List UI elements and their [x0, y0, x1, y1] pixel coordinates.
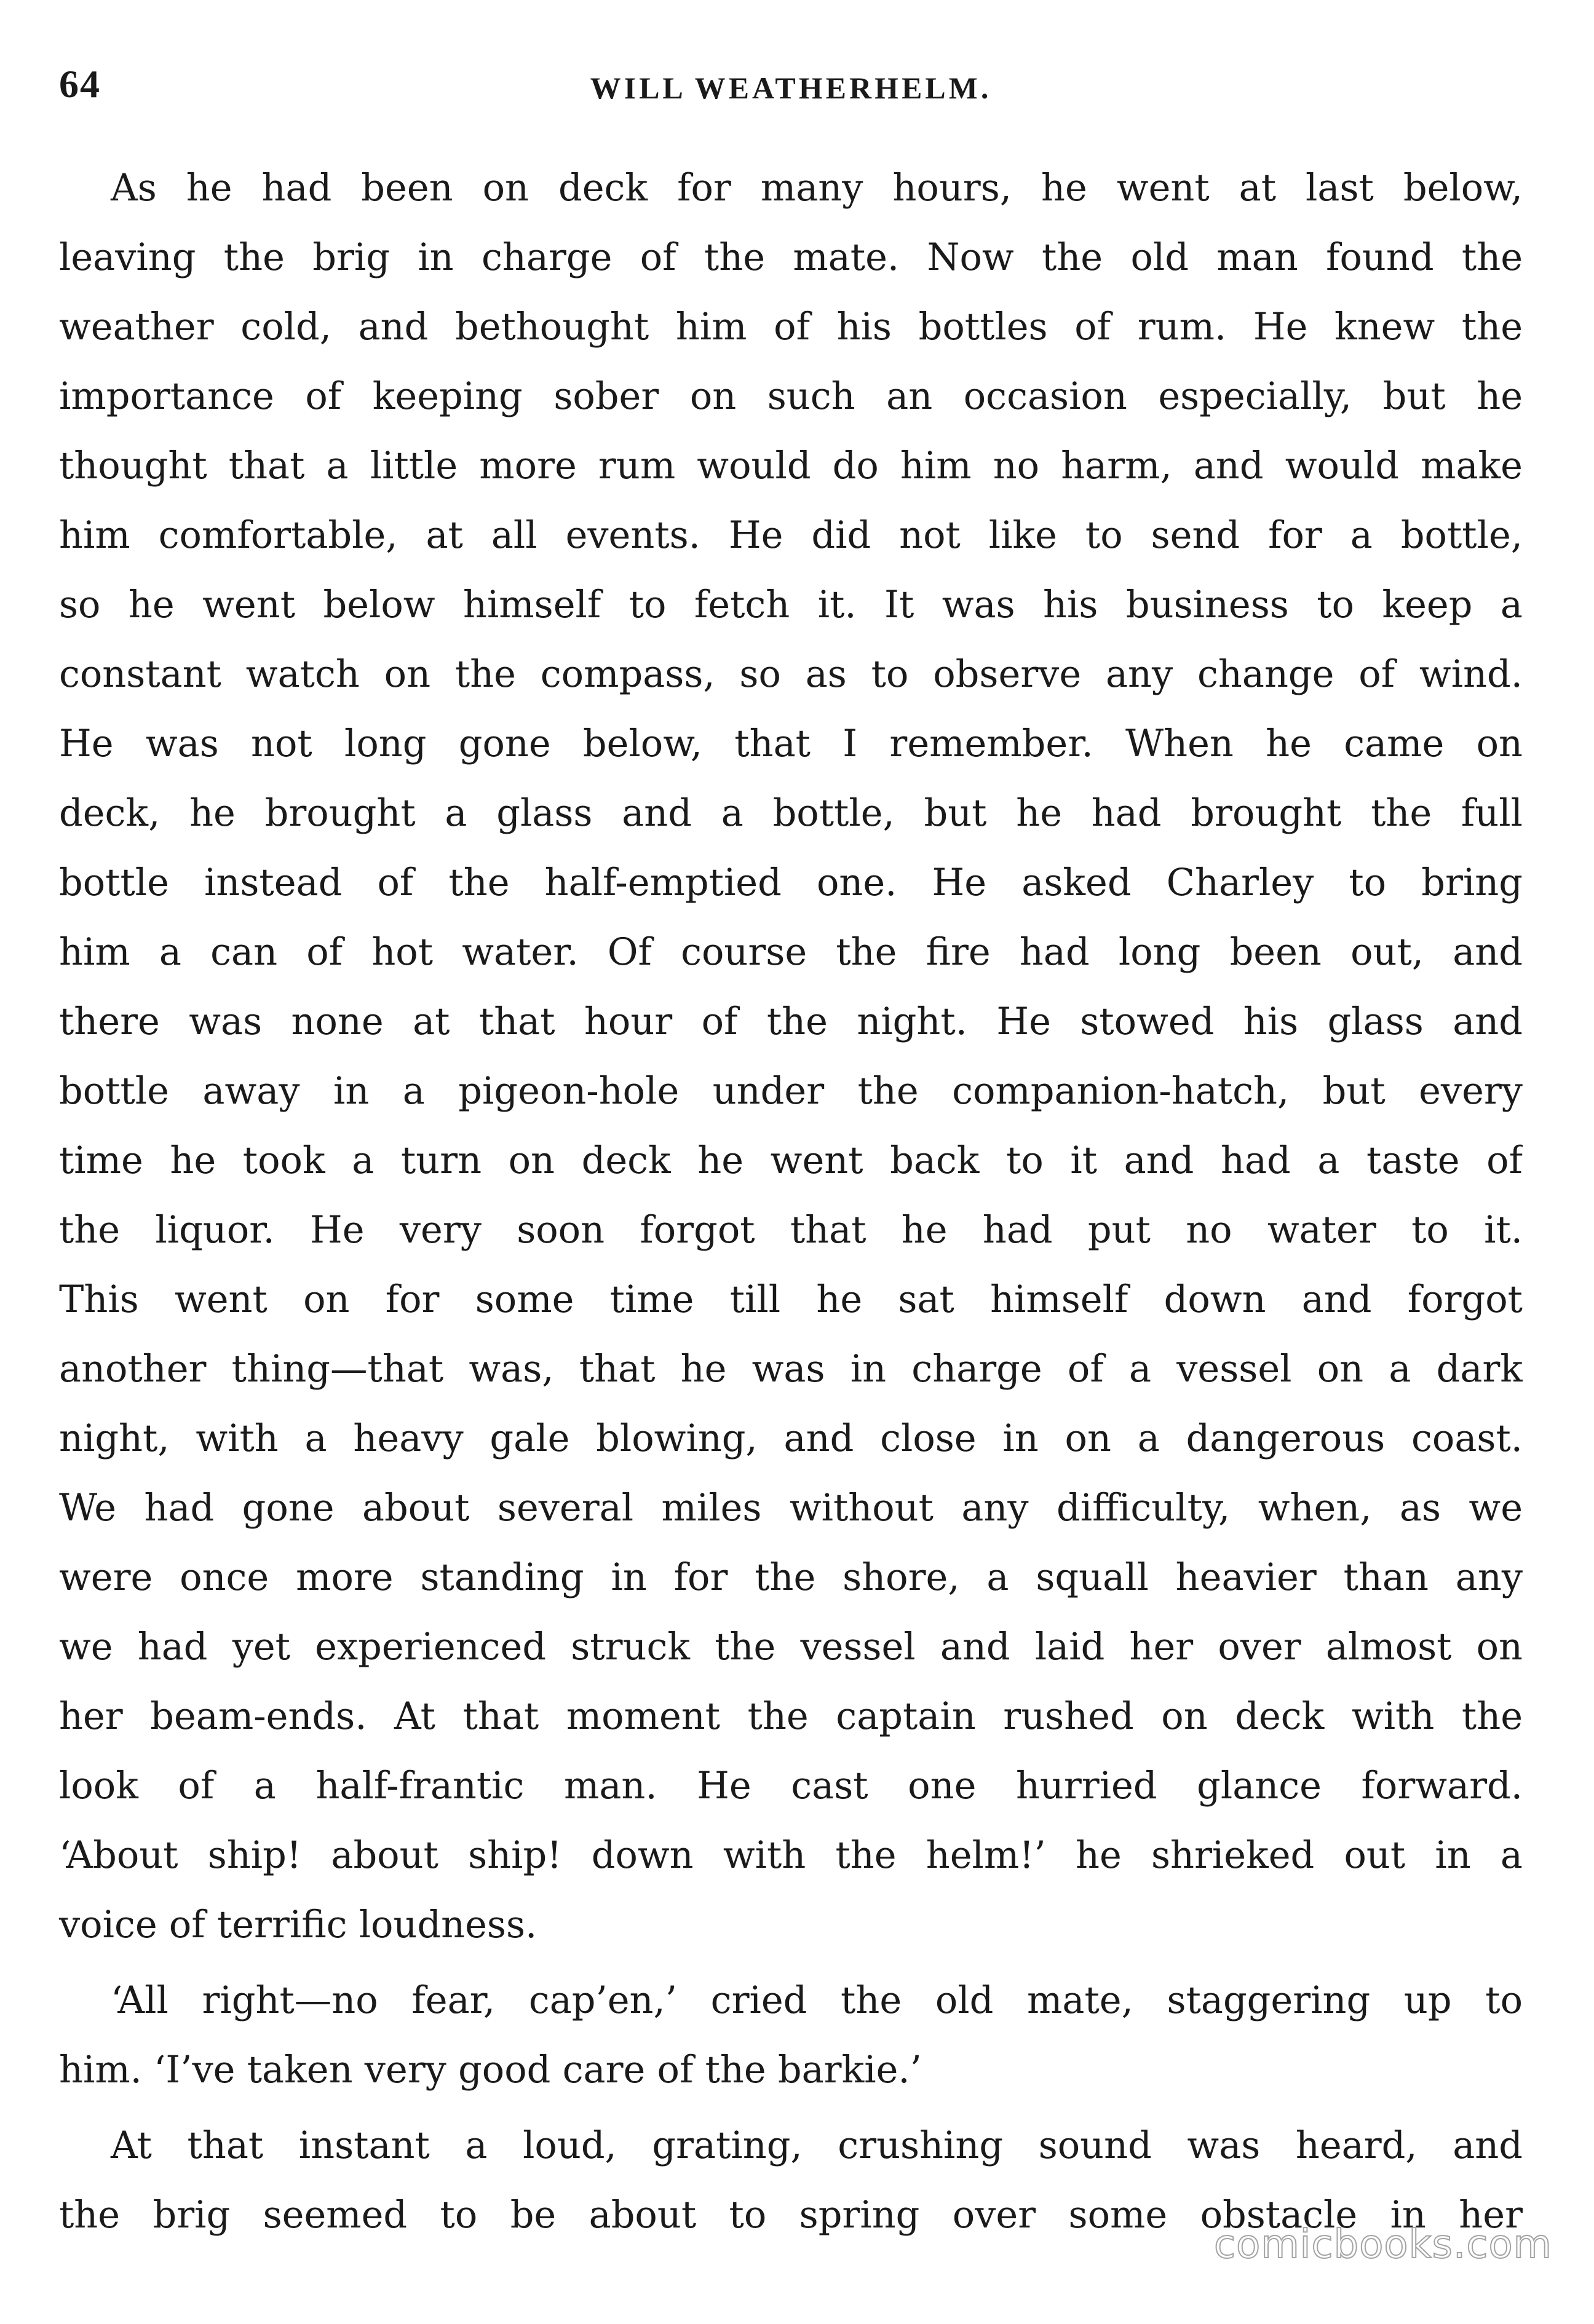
text-line: importance of keeping sober on such an occasion especially, but he: [59, 375, 1523, 418]
text-line: We had gone about several miles without any difficulty, when, as we: [59, 1487, 1523, 1530]
text-line: look of a half-frantic man. He cast one hurried glance forward.: [59, 1765, 1523, 1808]
text-line: the liquor. He very soon forgot that he had put no water to it.: [59, 1209, 1523, 1252]
text-line: weather cold, and bethought him of his bottles of rum. He knew the: [59, 306, 1523, 349]
text-line: her beam-ends. At that moment the captain rushed on deck with the: [59, 1695, 1523, 1738]
text-line: there was none at that hour of the night. He stowed his glass and: [59, 1000, 1523, 1043]
text-line: him comfortable, at all events. He did not like to send for a bottle,: [59, 514, 1523, 557]
text-line: This went on for some time till he sat himself down and forgot: [59, 1278, 1523, 1321]
watermark: comicbooks.com: [1213, 2222, 1552, 2267]
page-header: [59, 61, 1523, 111]
text-line: bottle instead of the half-emptied one. He asked Charley to bring: [59, 861, 1523, 904]
text-line: so he went below himself to fetch it. It was his business to keep a: [59, 583, 1523, 626]
text-line: He was not long gone below, that I remember. When he came on: [59, 722, 1523, 765]
page-number: 64: [59, 62, 101, 106]
text-line: time he took a turn on deck he went back to it and had a taste of: [59, 1139, 1523, 1182]
text-line: we had yet experienced struck the vessel and laid her over almost on: [59, 1626, 1523, 1669]
text-line: the brig seemed to be about to spring over some obstacle in her: [59, 2194, 1523, 2237]
text-line: As he had been on deck for many hours, he went at last below,: [111, 167, 1523, 210]
text-line: night, with a heavy gale blowing, and close in on a dangerous coast.: [59, 1417, 1523, 1460]
text-line: ‘All right—no fear, cap’en,’ cried the old mate, staggering up to: [111, 1979, 1523, 2022]
text-line: At that instant a loud, grating, crushing sound was heard, and: [111, 2124, 1523, 2167]
paragraph-1: [59, 154, 1523, 1960]
text-line: ‘About ship! about ship! down with the helm!’ he shrieked out in a: [59, 1834, 1523, 1877]
paragraph-2: [59, 1966, 1523, 2105]
text-line: leaving the brig in charge of the mate. Now the old man found the: [59, 236, 1523, 279]
text-line: bottle away in a pigeon-hole under the companion-hatch, but every: [59, 1070, 1523, 1113]
text-line: him. ‘I’ve taken very good care of the barkie.’: [59, 2049, 922, 2092]
text-line: thought that a little more rum would do him no harm, and would make: [59, 445, 1523, 488]
text-line: deck, he brought a glass and a bottle, but he had brought the full: [59, 792, 1523, 835]
text-line: another thing—that was, that he was in charge of a vessel on a dark: [59, 1348, 1523, 1391]
text-line: were once more standing in for the shore, a squall heavier than any: [59, 1556, 1523, 1599]
text-line: constant watch on the compass, so as to observe any change of wind.: [59, 653, 1523, 696]
text-line: him a can of hot water. Of course the fire had long been out, and: [59, 931, 1523, 974]
running-head: WILL WEATHERHELM.: [590, 71, 992, 105]
text-line: voice of terrific loudness.: [59, 1903, 537, 1947]
body-text: [59, 154, 1523, 2250]
